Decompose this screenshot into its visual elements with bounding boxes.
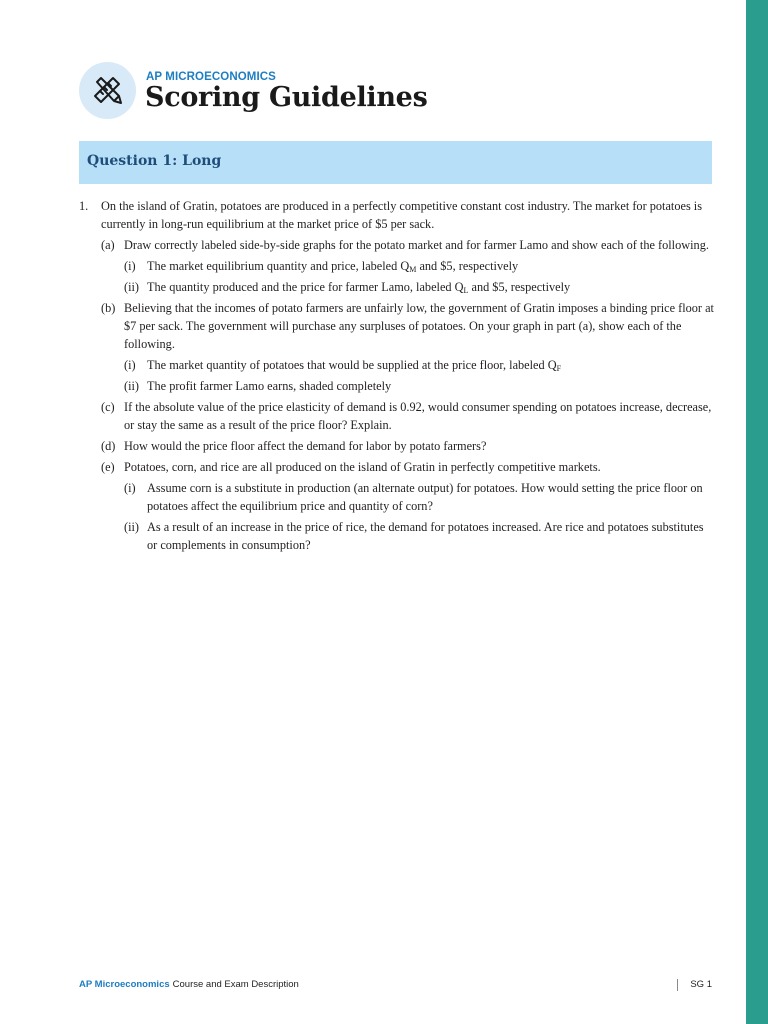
question-banner — [79, 141, 712, 184]
part-a-ii — [79, 278, 715, 296]
pencil-ruler-icon — [79, 62, 136, 119]
part-text: How would the price floor affect the demand for labor by potato farmers? — [124, 439, 487, 453]
item-number: 1. — [79, 199, 89, 213]
part-label: (e) — [101, 460, 115, 474]
part-text: Believing that the incomes of potato farmers are unfairly low, the government of Gratin imposes a binding price floor at $7 per sack. The government will purchase any surpluses of potatoes. On your graph in part (a), show each of the following. — [124, 301, 714, 351]
footer-description: Course and Exam Description — [172, 979, 299, 990]
page-title: Scoring Guidelines — [145, 82, 428, 113]
subpart-text: As a result of an increase in the price of rice, the demand for potatoes increased. Are rice and potatoes substitutes or complements in consumption? — [147, 520, 704, 552]
question-stem — [79, 197, 715, 233]
part-text: If the absolute value of the price elasticity of demand is 0.92, would consumer spending on potatoes increase, decrease, or stay the same as a result of the price floor? Explain. — [124, 400, 712, 432]
question-body — [79, 197, 715, 557]
part-label: (c) — [101, 400, 115, 414]
part-b-ii — [79, 377, 715, 395]
item-text: On the island of Gratin, potatoes are produced in a perfectly competitive constant cost industry. The market for potatoes is currently in long-run equilibrium at the market price of $5 per sack. — [101, 199, 703, 231]
subpart-text: The market quantity of potatoes that would be supplied at the price floor, labeled $Q_F$ — [147, 358, 562, 373]
part-label: (a) — [101, 238, 115, 252]
part-text: Potatoes, corn, and rice are all produced on the island of Gratin in perfectly competitive markets. — [124, 460, 601, 474]
part-label: (d) — [101, 439, 116, 453]
part-text: Draw correctly labeled side-by-side graphs for the potato market and for farmer Lamo and show each of the following. — [124, 238, 709, 252]
subpart-label: (i) — [124, 481, 136, 495]
footer-divider — [677, 979, 678, 991]
page-header — [79, 62, 719, 124]
page-number: SG 1 — [690, 979, 712, 990]
subpart-label: (ii) — [124, 379, 140, 393]
part-e-ii — [79, 518, 715, 554]
part-d — [79, 437, 715, 455]
part-a — [79, 236, 715, 254]
question-label: Question 1: Long — [87, 153, 222, 169]
part-b-i — [79, 356, 715, 374]
footer-brand: AP Microeconomics — [79, 979, 170, 990]
subpart-text: The profit farmer Lamo earns, shaded completely — [147, 379, 392, 393]
part-e — [79, 458, 715, 476]
subpart-label: (i) — [124, 259, 136, 273]
subpart-label: (ii) — [124, 280, 140, 294]
subpart-label: (ii) — [124, 520, 140, 534]
part-b — [79, 299, 715, 353]
page-footer — [79, 979, 712, 993]
subpart-label: (i) — [124, 358, 136, 372]
subpart-text: The market equilibrium quantity and price, labeled $Q_M$ and $5, respectively — [147, 259, 519, 274]
subpart-text: Assume corn is a substitute in production (an alternate output) for potatoes. How would setting the price floor on potatoes affect the equilibrium price and quantity of corn? — [147, 481, 703, 513]
part-label: (b) — [101, 301, 116, 315]
subpart-text: The quantity produced and the price for farmer Lamo, labeled $Q_L$ and $5, respectively — [147, 280, 571, 295]
part-c — [79, 398, 715, 434]
part-a-i — [79, 257, 715, 275]
part-e-i — [79, 479, 715, 515]
subject-kicker: AP MICROECONOMICS — [146, 71, 276, 83]
side-accent-bar — [746, 0, 768, 1024]
